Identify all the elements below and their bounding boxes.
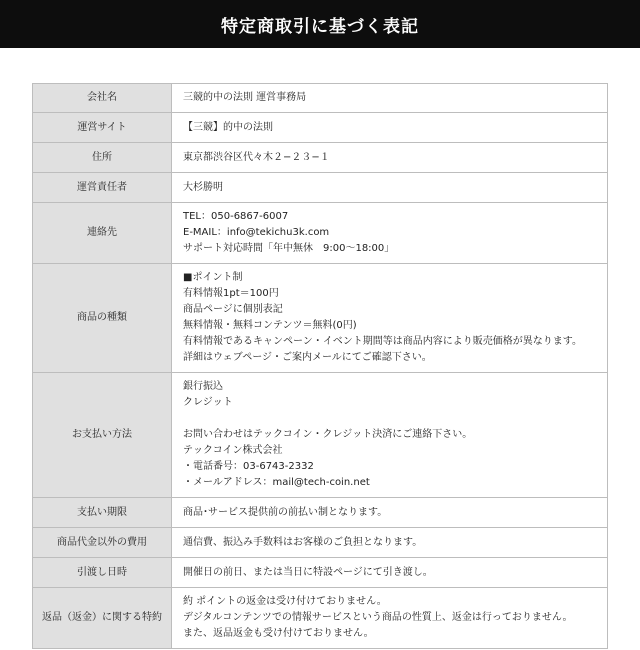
table-row bbox=[33, 588, 608, 649]
table-row bbox=[33, 373, 608, 498]
table-row bbox=[33, 84, 608, 113]
text-line: 商品ページに個別表記 bbox=[183, 304, 283, 315]
text-line: 無料情報・無料コンテンツ＝無料(0円) bbox=[183, 320, 357, 331]
row-value bbox=[172, 203, 608, 264]
text-line: ・メールアドレス：mail@tech-coin.net bbox=[183, 477, 370, 488]
row-value: 開催日の前日、または当日に特設ページにて引き渡し。 bbox=[172, 558, 608, 588]
text-line: 詳細はウェブページ・ご案内メールにてご確認下さい。 bbox=[183, 352, 432, 363]
row-label: お支払い方法 bbox=[33, 373, 172, 498]
legal-info-table bbox=[32, 83, 608, 649]
row-value: 通信費、振込み手数料はお客様のご負担となります。 bbox=[172, 528, 608, 558]
text-line: デジタルコンテンツでの情報サービスという商品の性質上、返金は行っておりません。 bbox=[183, 612, 573, 623]
row-label: 会社名 bbox=[33, 84, 172, 113]
row-value: 商品･サービス提供前の前払い制となります。 bbox=[172, 498, 608, 528]
table-row bbox=[33, 528, 608, 558]
row-value: 東京都渋谷区代々木２−２３−１ bbox=[172, 143, 608, 173]
text-line: お問い合わせはテックコイン・クレジット決済にご連絡下さい。 bbox=[183, 429, 473, 440]
title-bar bbox=[0, 0, 640, 48]
spacer bbox=[183, 411, 600, 427]
row-label: 運営サイト bbox=[33, 113, 172, 143]
row-label: 運営責任者 bbox=[33, 173, 172, 203]
row-label: 連絡先 bbox=[33, 203, 172, 264]
row-label: 引渡し日時 bbox=[33, 558, 172, 588]
row-label: 返品（返金）に関する特約 bbox=[33, 588, 172, 649]
table-row bbox=[33, 203, 608, 264]
row-label: 住所 bbox=[33, 143, 172, 173]
row-value: 大杉勝明 bbox=[172, 173, 608, 203]
table-row bbox=[33, 498, 608, 528]
row-label: 商品代金以外の費用 bbox=[33, 528, 172, 558]
text-line: テックコイン株式会社 bbox=[183, 445, 283, 456]
page-title: 特定商取引に基づく表記 bbox=[221, 16, 419, 37]
row-value bbox=[172, 588, 608, 649]
row-value bbox=[172, 264, 608, 373]
text-line: 約 ポイントの返金は受け付けておりません。 bbox=[183, 596, 387, 607]
row-value: 三競的中の法則 運営事務局 bbox=[172, 84, 608, 113]
text-line: ・電話番号：03-6743-2332 bbox=[183, 461, 314, 472]
row-value bbox=[172, 373, 608, 498]
row-label: 商品の種類 bbox=[33, 264, 172, 373]
text-line: 有料情報1pt＝100円 bbox=[183, 288, 279, 299]
table-row bbox=[33, 143, 608, 173]
text-line: 銀行振込 bbox=[183, 381, 223, 392]
table-row bbox=[33, 173, 608, 203]
text-line: 有料情報であるキャンペーン・イベント期間等は商品内容により販売価格が異なります。 bbox=[183, 336, 582, 347]
text-line: ■ポイント制 bbox=[183, 272, 243, 283]
table-row bbox=[33, 264, 608, 373]
text-line: クレジット bbox=[183, 397, 233, 408]
row-label: 支払い期限 bbox=[33, 498, 172, 528]
email-line: E-MAIL：info@tekichu3k.com bbox=[183, 227, 330, 238]
phone-line: TEL：050-6867-6007 bbox=[183, 211, 289, 222]
row-value: 【三競】的中の法則 bbox=[172, 113, 608, 143]
support-hours-line: サポート対応時間「年中無休 9:00〜18:00」 bbox=[183, 243, 395, 254]
table-row bbox=[33, 113, 608, 143]
text-line: また、返品返金も受け付けておりません。 bbox=[183, 628, 374, 639]
table-row bbox=[33, 558, 608, 588]
